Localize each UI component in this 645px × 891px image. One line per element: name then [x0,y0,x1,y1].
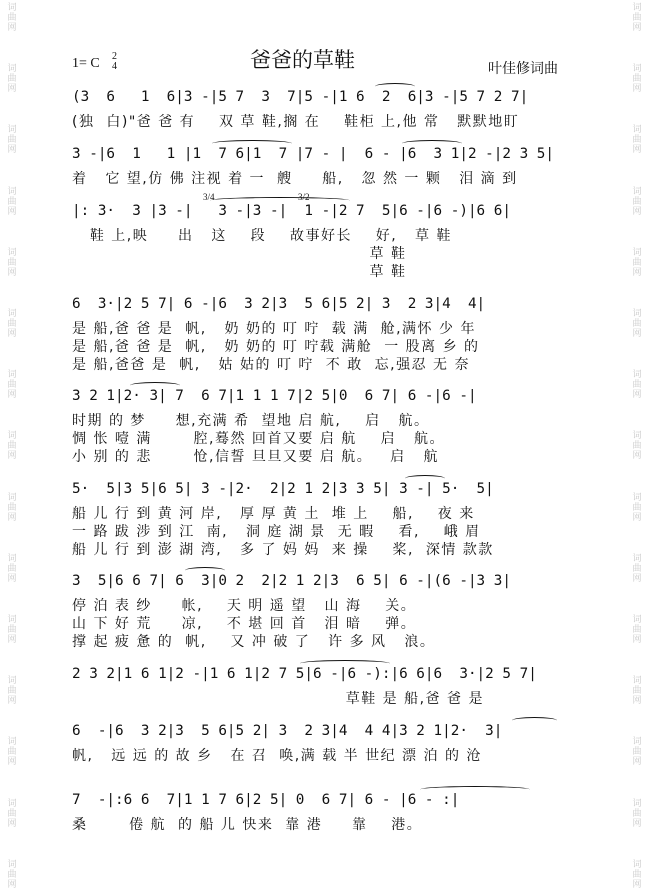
slur-mark [402,140,462,147]
slur-mark [185,567,225,574]
ending-mark-2: 3/2 [298,192,310,202]
notation-line-5: 3 2 1|2· 3| 7 6 7|1 1 1 7|2 5|0 6 7| 6 -|6 -| [72,388,477,404]
slur-mark [212,140,292,147]
slur-mark [512,717,557,724]
lyric-line: 桑 倦 航 的 船 儿 快来 靠 港 靠 港。 [72,817,423,833]
lyric-line: 是 船,爸 爸 是 帆, 奶 奶的 叮 咛载 满舱 一 股离 乡 的 [72,339,480,355]
lyric-line: 时期 的 梦 想,充满 希 望地 启 航, 启 航。 [72,413,430,429]
lyric-line: (独 白)"爸 爸 有 双 草 鞋,搁 在 鞋柜 上,他 常 默默地盯 [72,114,520,130]
notation-line-4: 6 3·|2 5 7| 6 -|6 3 2|3 5 6|5 2| 3 2 3|4 4| [72,296,486,312]
lyric-line: 小 别 的 悲 怆,信誓 旦旦又要 启 航。 启 航 [72,449,440,465]
lyric-line: 惆 怅 噎 满 腔,蓦然 回首又要 启 航 启 航。 [72,431,445,447]
watermark-right: 词曲网 词曲网 词曲网 词曲网 词曲网 词曲网 词曲网 词曲网 词曲网 词曲网 词曲网 词曲网 词曲网 词曲网 词曲网 [630,2,641,889]
slur-mark [405,475,445,482]
time-signature-bottom: 4 [112,61,117,72]
lyric-line: 鞋 上,映 出 这 段 故事好长 好, 草 鞋 [72,228,453,244]
lyric-line: 草鞋 是 船,爸 爸 是 [72,691,484,707]
slur-mark [375,83,415,90]
notation-line-1: (3 6 1 6|3 -|5 7 3 7|5 -|1 6 2 6|3 -|5 7 2 7| [72,89,529,105]
notation-line-6: 5· 5|3 5|6 5| 3 -|2· 2|2 1 2|3 3 5| 3 -| 5· 5| [72,481,494,497]
notation-line-2: 3 -|6 1 1 |1 7 6|1 7 |7 - | 6 - |6 3 1|2 -|2 3 5| [72,146,555,162]
notation-line-9: 6 -|6 3 2|3 5 6|5 2| 3 2 3|4 4 4|3 2 1|2· 3| [72,723,503,739]
lyric-line: 停 泊 表 纱 帐, 天 明 遥 望 山 海 关。 [72,598,417,614]
ending-mark-1: 3/4 [203,192,215,202]
lyric-line: 撑 起 疲 惫 的 帆, 又 冲 破 了 许 多 风 浪。 [72,634,436,650]
notation-line-7: 3 5|6 6 7| 6 3|0 2 2|2 1 2|3 6 5| 6 -|(6 -|3 3| [72,573,511,589]
notation-line-10: 7 -|:6 6 7|1 1 7 6|2 5| 0 6 7| 6 - |6 - :| [72,792,460,808]
watermark-left: 词曲网 词曲网 词曲网 词曲网 词曲网 词曲网 词曲网 词曲网 词曲网 词曲网 词曲网 词曲网 词曲网 词曲网 词曲网 [5,2,16,889]
lyric-line: 一 路 跋 涉 到 江 南, 洞 庭 湖 景 无 暇 看, 峨 眉 [72,524,481,540]
composer-credit: 叶佳修词曲 [488,61,558,77]
lyric-line: 山 下 好 荒 凉, 不 堪 回 首 泪 暗 弹。 [72,616,417,632]
tie-mark [420,786,530,793]
slur-mark [300,660,390,667]
time-signature-top: 2 [112,51,117,62]
lyric-line: 着 它 望,仿 佛 注视 着 一 艘 船, 忽 然 一 颗 泪 滴 到 [72,171,518,187]
notation-line-8: 2 3 2|1 6 1|2 -|1 6 1|2 7 5|6 -|6 -):|6 6|6 3·|2 5 7| [72,666,537,682]
lyric-line: 草 鞋 [72,264,407,280]
time-signature [112,52,117,72]
lyric-line: 草 鞋 [72,246,407,262]
key-signature: 1= C [72,56,100,71]
notation-line-3: |: 3· 3 |3 -| 3 -|3 -| 1 -|2 7 5|6 -|6 -)|6 6| [72,203,511,219]
lyric-line: 是 船,爸 爸 是 帆, 奶 奶的 叮 咛 载 满 舱,满怀 少 年 [72,321,476,337]
song-title: 爸爸的草鞋 [250,48,355,72]
lyric-line: 帆, 远 远 的 故 乡 在 召 唤,满 载 半 世纪 漂 泊 的 沧 [72,748,482,764]
lyric-line: 是 船,爸爸 是 帆, 姑 姑的 叮 咛 不 敢 忘,强忍 无 奈 [72,357,471,373]
tie-mark [210,197,350,204]
lyric-line: 船 儿 行 到 黄 河 岸, 厚 厚 黄 土 堆 上 船, 夜 来 [72,506,475,522]
lyric-line: 船 儿 行 到 澎 湖 湾, 多 了 妈 妈 来 操 桨, 深情 款款 [72,542,494,558]
slur-mark [130,382,180,389]
